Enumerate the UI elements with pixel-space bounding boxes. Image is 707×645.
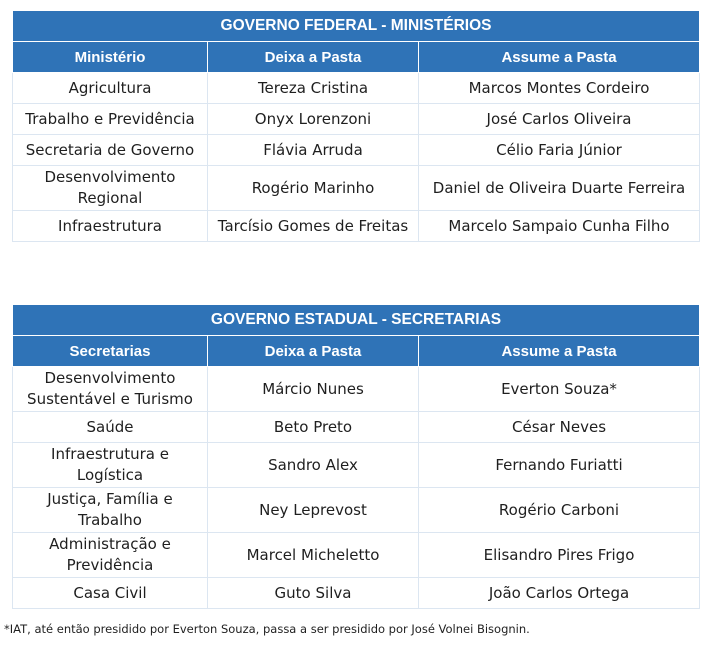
- ministry-cell: Infraestrutura: [13, 211, 208, 242]
- secretariat-cell: Administração e Previdência: [13, 533, 208, 578]
- taking-cell: Fernando Furiatti: [419, 443, 700, 488]
- state-col-secretariat: Secretarias: [13, 336, 208, 367]
- leaving-cell: Tarcísio Gomes de Freitas: [208, 211, 419, 242]
- ministry-cell: Secretaria de Governo: [13, 135, 208, 166]
- leaving-cell: Ney Leprevost: [208, 488, 419, 533]
- table-row: [13, 533, 700, 578]
- leaving-cell: Flávia Arruda: [208, 135, 419, 166]
- taking-cell: Célio Faria Júnior: [419, 135, 700, 166]
- table-row: [13, 367, 700, 412]
- leaving-cell: Onyx Lorenzoni: [208, 104, 419, 135]
- secretariat-cell: Justiça, Família e Trabalho: [13, 488, 208, 533]
- state-table-title: GOVERNO ESTADUAL - SECRETARIAS: [13, 305, 700, 336]
- secretariat-cell: Casa Civil: [13, 578, 208, 609]
- federal-col-ministry: Ministério: [13, 42, 208, 73]
- secretariat-cell: Infraestrutura e Logística: [13, 443, 208, 488]
- taking-cell: Rogério Carboni: [419, 488, 700, 533]
- table-row: [13, 166, 700, 211]
- leaving-cell: Guto Silva: [208, 578, 419, 609]
- table-row: [13, 211, 700, 242]
- ministry-cell: Desenvolvimento Regional: [13, 166, 208, 211]
- table-row: [13, 135, 700, 166]
- taking-cell: Marcelo Sampaio Cunha Filho: [419, 211, 700, 242]
- table-row: [13, 73, 700, 104]
- federal-col-taking: Assume a Pasta: [419, 42, 700, 73]
- taking-cell: Elisandro Pires Frigo: [419, 533, 700, 578]
- taking-cell: Marcos Montes Cordeiro: [419, 73, 700, 104]
- secretariat-cell: Desenvolvimento Sustentável e Turismo: [13, 367, 208, 412]
- table-row: [13, 443, 700, 488]
- federal-table-title: GOVERNO FEDERAL - MINISTÉRIOS: [13, 11, 700, 42]
- table-row: [13, 488, 700, 533]
- leaving-cell: Márcio Nunes: [208, 367, 419, 412]
- secretariat-cell: Saúde: [13, 412, 208, 443]
- ministry-cell: Trabalho e Previdência: [13, 104, 208, 135]
- table-row: [13, 412, 700, 443]
- ministry-cell: Agricultura: [13, 73, 208, 104]
- federal-col-leaving: Deixa a Pasta: [208, 42, 419, 73]
- footnote: *IAT, até então presidido por Everton Souza, passa a ser presidido por José Volnei Bisognin.: [4, 622, 530, 636]
- table-row: [13, 578, 700, 609]
- state-col-leaving: Deixa a Pasta: [208, 336, 419, 367]
- taking-cell: Daniel de Oliveira Duarte Ferreira: [419, 166, 700, 211]
- taking-cell: João Carlos Ortega: [419, 578, 700, 609]
- leaving-cell: Tereza Cristina: [208, 73, 419, 104]
- taking-cell: César Neves: [419, 412, 700, 443]
- state-col-taking: Assume a Pasta: [419, 336, 700, 367]
- leaving-cell: Beto Preto: [208, 412, 419, 443]
- table-row: [13, 104, 700, 135]
- leaving-cell: Sandro Alex: [208, 443, 419, 488]
- taking-cell: José Carlos Oliveira: [419, 104, 700, 135]
- state-secretariats-table: [12, 304, 700, 609]
- federal-ministries-table: [12, 10, 700, 242]
- leaving-cell: Rogério Marinho: [208, 166, 419, 211]
- leaving-cell: Marcel Micheletto: [208, 533, 419, 578]
- taking-cell: Everton Souza*: [419, 367, 700, 412]
